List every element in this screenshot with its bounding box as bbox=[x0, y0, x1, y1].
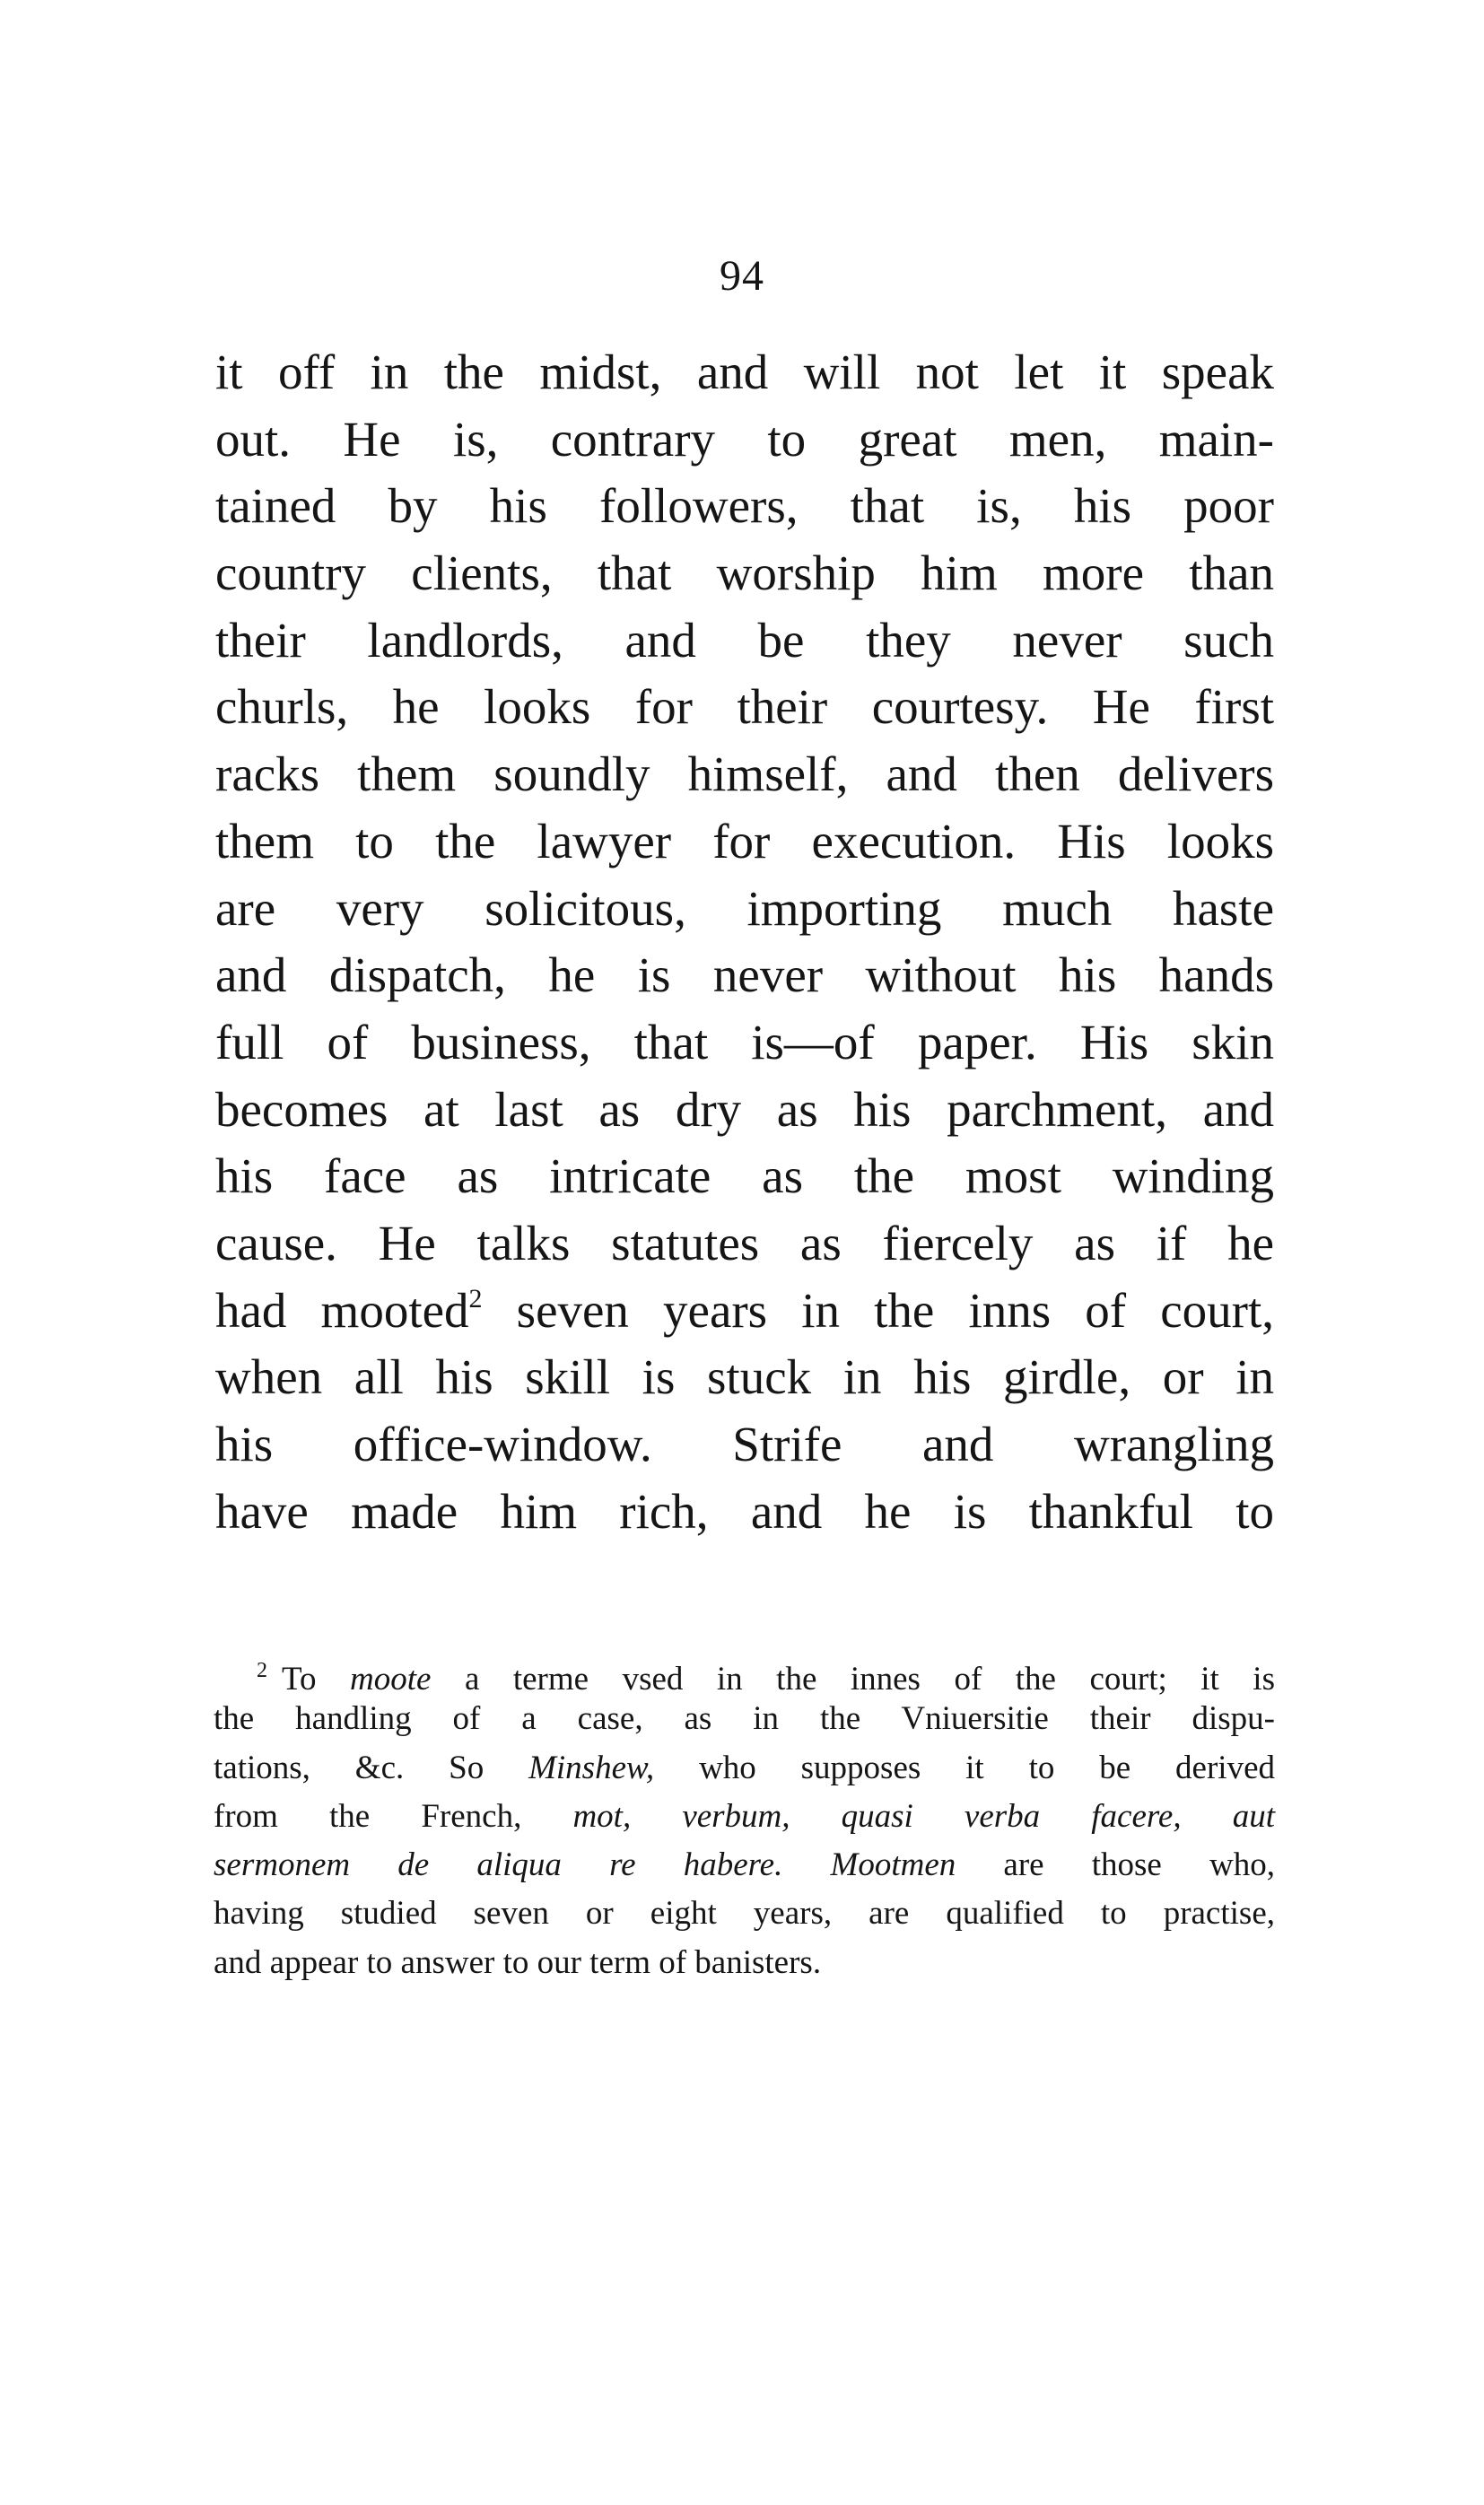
text-fragment: had mooted bbox=[215, 1282, 469, 1338]
text-fragment: seven years in the inns of court, bbox=[482, 1282, 1274, 1338]
italic-term: moote bbox=[350, 1661, 432, 1698]
text-line: becomes at last as dry as his parchment, and bbox=[215, 1081, 1274, 1137]
footnote-line: and appear to answer to our term of banisters. bbox=[214, 1943, 822, 1981]
text-line: their landlords, and be they never such bbox=[215, 612, 1274, 668]
text-line: out. He is, contrary to great men, main- bbox=[215, 411, 1274, 467]
text-fragment: a terme vsed in the innes of the court; it is bbox=[431, 1661, 1275, 1698]
footnote-marker: 2 bbox=[257, 1659, 267, 1682]
text-line: when all his skill is stuck in his girdle, or in bbox=[215, 1349, 1274, 1405]
text-line: are very solicitous, importing much haste bbox=[215, 880, 1274, 936]
text-line: tained by his followers, that is, his poor bbox=[215, 478, 1274, 534]
italic-latin: mot, verbum, quasi verba facere, aut bbox=[572, 1797, 1275, 1835]
text-fragment bbox=[782, 1846, 830, 1883]
page-number: 94 bbox=[720, 252, 764, 300]
text-line: his office-window. Strife and wrangling bbox=[215, 1417, 1274, 1471]
text-line: cause. He talks statutes as fiercely as if he bbox=[215, 1215, 1274, 1270]
text-line-with-footnote-ref bbox=[215, 1278, 1274, 1345]
text-line: and dispatch, he is never without his hands bbox=[215, 947, 1274, 1003]
text-fragment: To bbox=[282, 1661, 351, 1698]
text-line: have made him rich, and he is thankful to bbox=[215, 1483, 1274, 1539]
text-line: churls, he looks for their courtesy. He first bbox=[215, 679, 1274, 735]
text-fragment: tations, &c. So bbox=[214, 1749, 529, 1786]
footnote-line bbox=[214, 1646, 1275, 1698]
text-line: it off in the midst, and will not let it speak bbox=[215, 345, 1274, 399]
text-line: country clients, that worship him more than bbox=[215, 546, 1274, 601]
footnote-reference: 2 bbox=[468, 1283, 483, 1314]
text-line: his face as intricate as the most winding bbox=[215, 1148, 1274, 1204]
text-line: racks them soundly himself, and then delivers bbox=[215, 746, 1274, 802]
text-line: full of business, that is—of paper. His skin bbox=[215, 1014, 1274, 1069]
footnote-line bbox=[214, 1793, 1275, 1841]
text-fragment: are those who, bbox=[956, 1846, 1275, 1884]
footnote-line bbox=[214, 1841, 1275, 1890]
footnote-line: the handling of a case, as in the Vniuersitie their dispu- bbox=[214, 1700, 1275, 1738]
text-line: them to the lawyer for execution. His looks bbox=[215, 813, 1274, 868]
italic-term: Mootmen bbox=[830, 1846, 956, 1884]
italic-name: Minshew, bbox=[528, 1749, 655, 1786]
footnote-line: having studied seven or eight years, are qualified to practise, bbox=[214, 1895, 1275, 1933]
text-fragment: from the French, bbox=[214, 1797, 573, 1835]
footnote bbox=[214, 1646, 1275, 1987]
italic-latin: sermonem de aliqua re habere. bbox=[214, 1846, 783, 1884]
body-text bbox=[215, 339, 1274, 1545]
footnote-line bbox=[214, 1744, 1275, 1793]
text-fragment: who supposes it to be derived bbox=[654, 1749, 1275, 1786]
